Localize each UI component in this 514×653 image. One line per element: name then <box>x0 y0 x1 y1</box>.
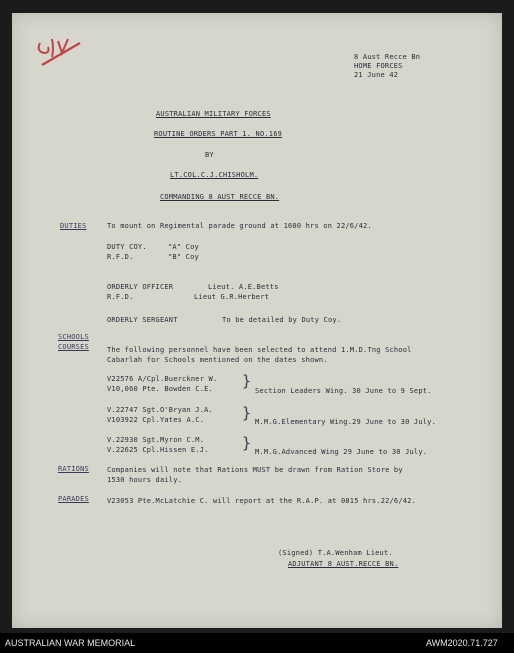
brace-1: } <box>242 372 252 390</box>
footer-institution: AUSTRALIAN WAR MEMORIAL <box>5 638 136 648</box>
footer-accession-number: AWM2020.71.727 <box>426 638 498 648</box>
duties-text: To mount on Regimental parade ground at 1600 hrs on 22/6/42. <box>107 222 372 230</box>
course-3-member-1: V.22930 Sgt.Myron C.M. <box>107 436 205 444</box>
title-line-4: LT.COL.C.J.CHISHOLM. <box>170 171 259 179</box>
signature-title: ADJUTANT 8 AUST.RECCE BN. <box>288 560 399 568</box>
courses-label: COURSES <box>58 343 89 351</box>
course-1-name: Section Leaders Wing. 30 June to 9 Sept. <box>255 387 432 395</box>
schools-label: SCHOOLS <box>58 333 89 341</box>
document-page <box>12 13 502 628</box>
rations-line-2: 1530 hours daily. <box>107 476 183 484</box>
course-3-member-2: V.22625 Cpl.Hissen E.J. <box>107 446 209 454</box>
header-unit: 8 Aust Recce Bn <box>354 53 421 61</box>
schools-intro-1: The following personnel have been selected to attend 1.M.D.Tng School <box>107 346 412 354</box>
title-line-5: COMMANDING 8 AUST RECCE BN. <box>160 193 280 201</box>
header-location: HOME FORCES <box>354 62 403 70</box>
schools-intro-2: Cabarlah for Schools mentioned on the dates shown. <box>107 356 328 364</box>
duties-label: DUTIES <box>60 222 87 230</box>
orderly-sergeant-value: To be detailed by Duty Coy. <box>222 316 342 324</box>
rfd-value: "B" Coy <box>168 253 199 261</box>
title-line-2: ROUTINE ORDERS PART 1. NO.169 <box>154 130 283 138</box>
course-1-member-2: V10,060 Pte. Bowden C.E. <box>107 385 213 393</box>
duty-coy-label: DUTY COY. <box>107 243 147 251</box>
title-line-3: BY <box>205 151 214 159</box>
brace-2: } <box>242 404 252 422</box>
rations-line-1: Companies will note that Rations MUST be drawn from Ration Store by <box>107 466 403 474</box>
header-date: 21 June 42 <box>354 71 399 79</box>
course-3-name: M.M.G.Advanced Wing 29 June to 30 July. <box>255 448 428 456</box>
course-2-name: M.M.G.Elementary Wing.29 June to 30 July. <box>255 418 436 426</box>
rfd-label: R.F.D. <box>107 253 134 261</box>
brace-3: } <box>242 434 252 452</box>
handwritten-annotation <box>34 35 90 71</box>
rfd-officer-label: R.F.D. <box>107 293 134 301</box>
orderly-sergeant-label: ORDERLY SERGEANT <box>107 316 178 324</box>
duty-coy-value: "A" Coy <box>168 243 199 251</box>
course-2-member-2: V103922 Cpl.Yates A.C. <box>107 416 205 424</box>
signature-line: (Signed) T.A.Wenham Lieut. <box>278 549 393 557</box>
course-1-member-1: V22576 A/Cpl.Buerckner W. <box>107 375 218 383</box>
archive-footer <box>0 633 514 653</box>
rfd-officer-value: Lieut G.R.Herbert <box>194 293 270 301</box>
rations-label: RATIONS <box>58 465 89 473</box>
title-line-1: AUSTRALIAN MILITARY FORCES <box>156 110 271 118</box>
course-2-member-1: V.22747 Sgt.O'Bryan J.A. <box>107 406 213 414</box>
parades-text: V23053 Pte.McLatchie C. will report at the R.A.P. at 0815 hrs.22/6/42. <box>107 497 417 505</box>
orderly-officer-value: Lieut. A.E.Betts <box>208 283 279 291</box>
orderly-officer-label: ORDERLY OFFICER <box>107 283 174 291</box>
parades-label: PARADES <box>58 495 89 503</box>
